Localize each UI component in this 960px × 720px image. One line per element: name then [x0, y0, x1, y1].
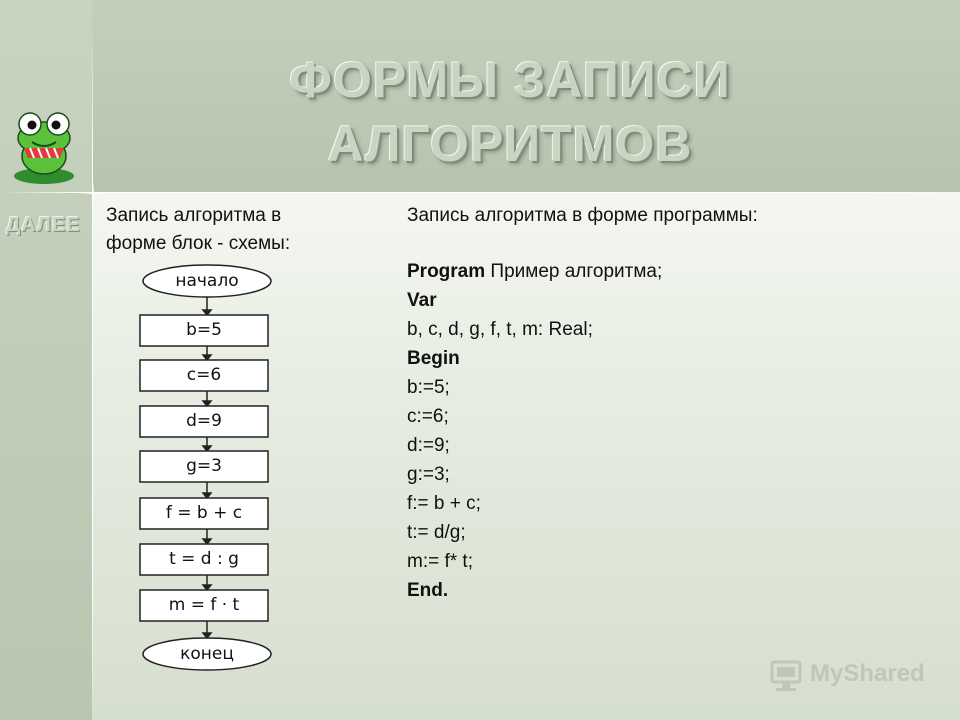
code-line — [407, 257, 662, 286]
divider-horizontal — [0, 192, 960, 193]
code-keyword: Begin — [407, 348, 460, 369]
sparkle-icon — [80, 180, 106, 206]
node-label: f = b + c — [165, 503, 243, 523]
code-line — [407, 518, 662, 547]
code-text: g:=3; — [407, 464, 450, 485]
node-label: m = f · t — [168, 595, 240, 615]
next-button[interactable]: ДАЛЕЕ — [6, 214, 81, 236]
node-label: g=3 — [186, 456, 222, 476]
node-label: b=5 — [186, 320, 222, 340]
code-line — [407, 344, 662, 373]
divider-vertical — [92, 20, 93, 720]
node-label: d=9 — [186, 411, 222, 431]
node-label: конец — [180, 644, 234, 664]
code-line — [407, 315, 662, 344]
code-keyword: Var — [407, 290, 437, 311]
program-listing — [407, 257, 662, 605]
flowchart-caption — [106, 202, 290, 258]
code-text: c:=6; — [407, 406, 449, 427]
flowchart-caption-line1: Запись алгоритма в — [106, 205, 282, 226]
code-line — [407, 547, 662, 576]
code-text: d:=9; — [407, 435, 450, 456]
watermark-logo-icon — [768, 658, 804, 692]
watermark-text: MyShared — [810, 660, 925, 687]
code-text: t:= d/g; — [407, 522, 466, 543]
code-text: Пример алгоритма; — [485, 261, 663, 282]
code-text: m:= f* t; — [407, 551, 473, 572]
code-line — [407, 402, 662, 431]
code-line — [407, 576, 662, 605]
code-line — [407, 286, 662, 315]
flowchart-caption-line2: форме блок - схемы: — [106, 233, 291, 254]
node-label: начало — [175, 271, 239, 291]
code-text: b:=5; — [407, 377, 450, 398]
code-line — [407, 489, 662, 518]
code-text: f:= b + c; — [407, 493, 481, 514]
slide-title-line2: АЛГОРИТМОВ — [327, 116, 693, 172]
node-label: t = d : g — [169, 549, 239, 569]
code-keyword: End. — [407, 580, 449, 601]
code-keyword: Program — [407, 261, 486, 282]
node-label: c=6 — [186, 365, 222, 385]
code-line — [407, 373, 662, 402]
code-text: b, c, d, g, f, t, m: Real; — [407, 319, 593, 340]
code-line — [407, 431, 662, 460]
slide-title-line1: ФОРМЫ ЗАПИСИ — [289, 52, 731, 108]
flowchart — [130, 262, 290, 682]
frog-mascot-icon[interactable] — [8, 108, 80, 186]
slide-title — [180, 48, 840, 176]
code-line — [407, 460, 662, 489]
program-caption: Запись алгоритма в форме программы: — [407, 205, 758, 226]
watermark — [768, 656, 928, 696]
